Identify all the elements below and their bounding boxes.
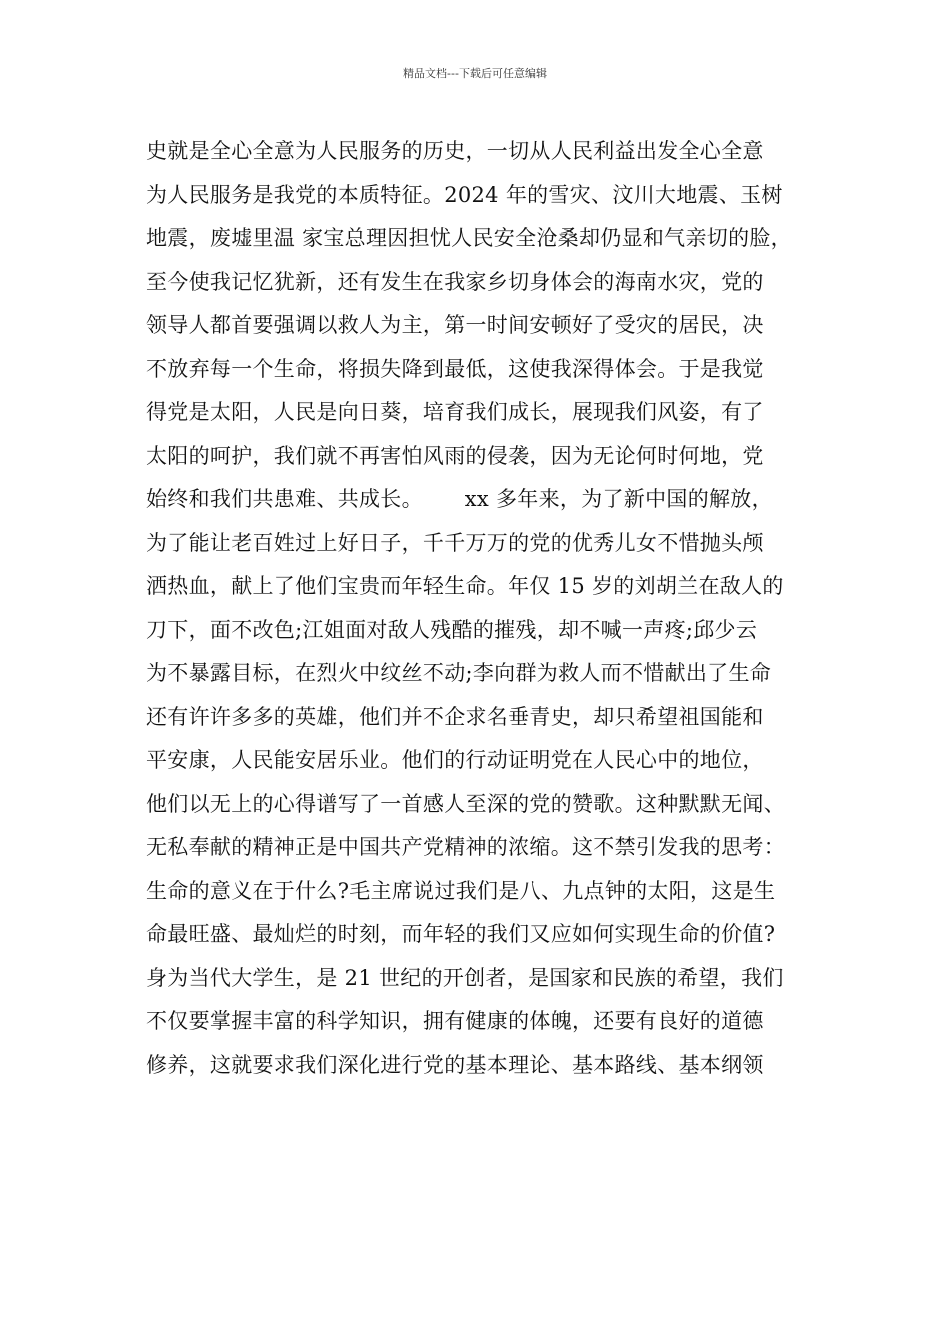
text-line: 平安康，人民能安居乐业。他们的行动证明党在人民心中的地位，: [146, 748, 764, 772]
text-line: 为不暴露目标，在烈火中纹丝不动;李向群为救人而不惜献出了生命: [146, 661, 772, 685]
text-line: 不仅要掌握丰富的科学知识，拥有健康的体魄，还要有良好的道德: [146, 1009, 764, 1033]
text-line: 始终和我们共患难、共成长。 xx 多年来，为了新中国的解放，: [146, 487, 773, 511]
text-line: 命最旺盛、最灿烂的时刻，而年轻的我们又应如何实现生命的价值?: [146, 922, 776, 946]
text-line: 他们以无上的心得谱写了一首感人至深的党的赞歌。这种默默无闻、: [146, 791, 785, 816]
text-line: 洒热血，献上了他们宝贵而年轻生命。年仅 15 岁的刘胡兰在敌人的: [146, 574, 784, 598]
text-line: 太阳的呵护，我们就不再害怕风雨的侵袭，因为无论何时何地，党: [146, 443, 764, 468]
text-line: 还有许许多多的英雄，他们并不企求名垂青史，却只希望祖国能和: [146, 704, 764, 729]
text-line: 地震，废墟里温 家宝总理因担忧人民安全沧桑却仍显和气亲切的脸，: [146, 226, 792, 250]
text-line: 生命的意义在于什么?毛主席说过我们是八、九点钟的太阳，这是生: [146, 878, 776, 903]
text-line: 刀下，面不改色;江姐面对敌人残酷的摧残，却不喊一声疼;邱少云: [146, 617, 758, 642]
text-line: 至今使我记忆犹新，还有发生在我家乡切身体会的海南水灾，党的: [146, 269, 764, 294]
text-line: 领导人都首要强调以救人为主，第一时间安顿好了受灾的居民，决: [146, 313, 764, 337]
text-line: 为了能让老百姓过上好日子，千千万万的党的优秀儿女不惜抛头颅: [146, 530, 764, 555]
page-header: 精品文档---下载后可任意编辑: [403, 67, 547, 80]
text-line: 修养，这就要求我们深化进行党的基本理论、基本路线、基本纲领: [146, 1052, 764, 1077]
text-line: 得党是太阳，人民是向日葵，培育我们成长，展现我们风姿，有了: [146, 400, 764, 424]
text-line: 无私奉献的精神正是中国共产党精神的浓缩。这不禁引发我的思考：: [146, 835, 785, 859]
text-line: 不放弃每一个生命，将损失降到最低，这使我深得体会。于是我觉: [146, 356, 764, 381]
text-line: 为人民服务是我党的本质特征。2024 年的雪灾、汶川大地震、玉树: [146, 182, 783, 207]
text-line: 史就是全心全意为人民服务的历史，一切从人民利益出发全心全意: [146, 139, 764, 163]
document-body: [146, 130, 836, 1087]
text-line: 身为当代大学生，是 21 世纪的开创者，是国家和民族的希望，我们: [146, 965, 784, 990]
